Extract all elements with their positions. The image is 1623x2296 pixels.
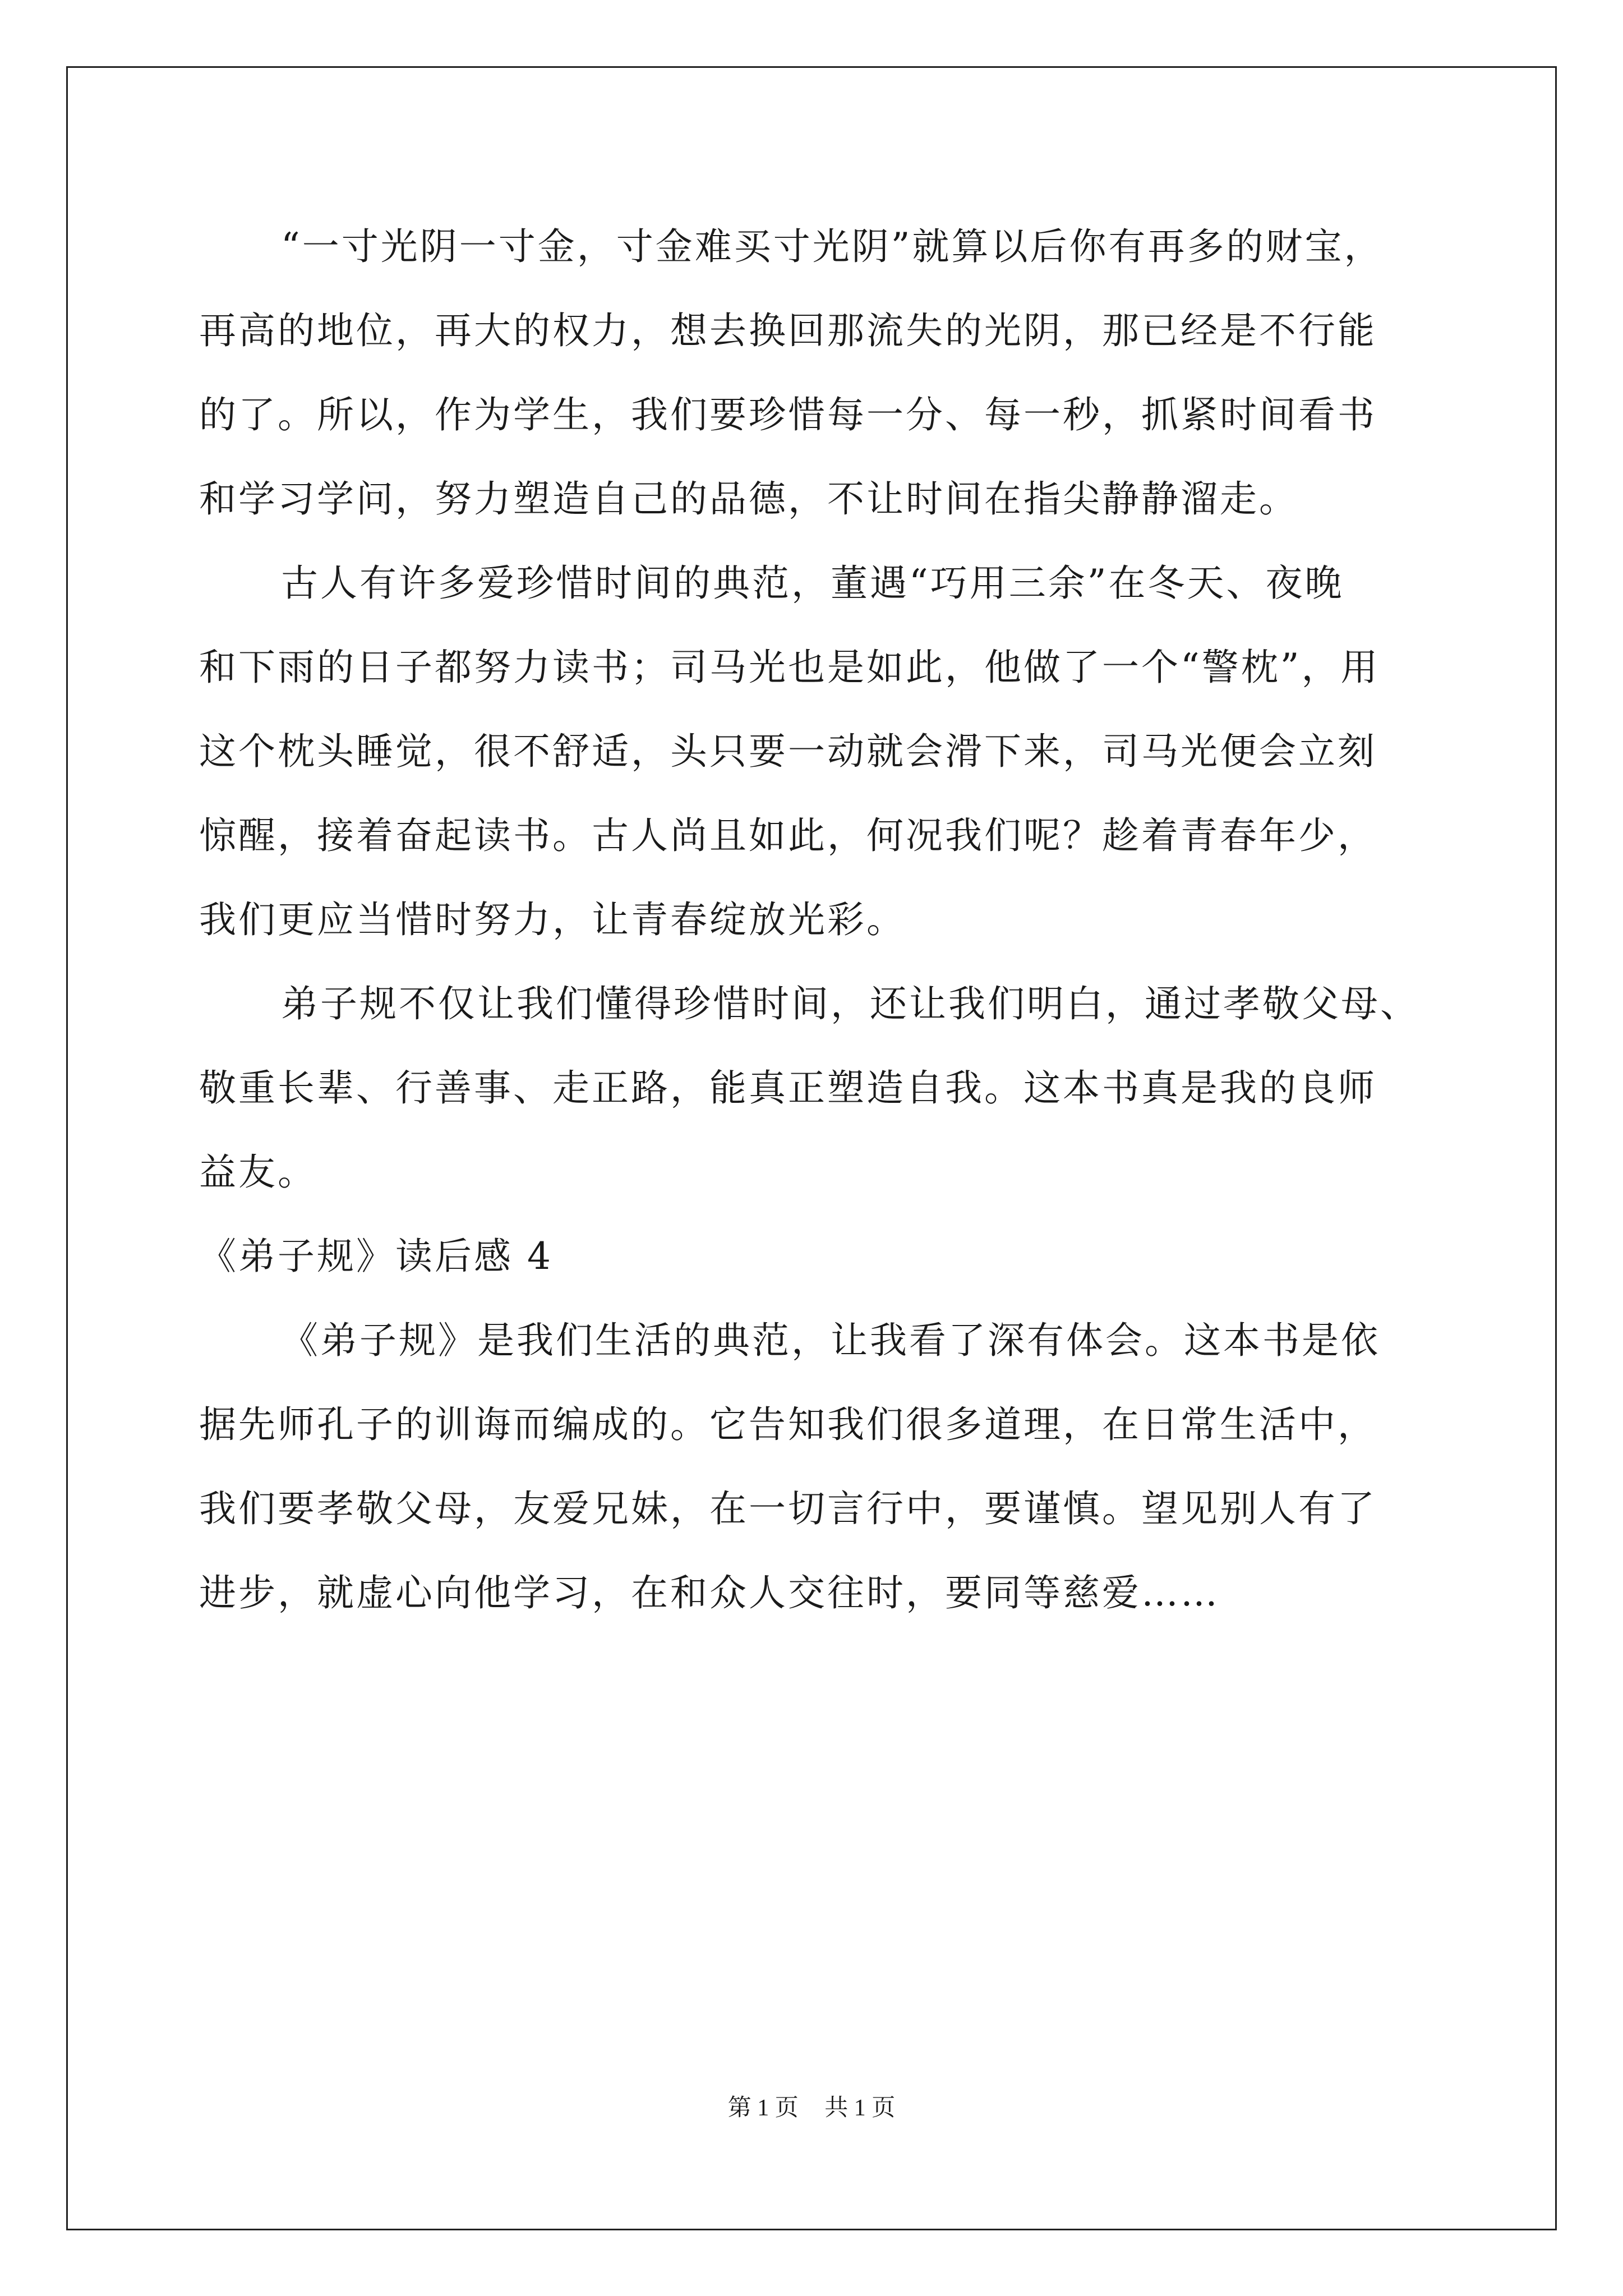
text-line: 的了。所以，作为学生，我们要珍惜每一分、每一秒，抓紧时间看书: [199, 393, 1377, 436]
text-line: 再高的地位，再大的权力，想去换回那流失的光阴，那已经是不行能: [199, 309, 1377, 352]
page-number: 第 1 页: [727, 2095, 799, 2121]
text-line: 进步，就虚心向他学习，在和众人交往时，要同等慈爱……: [199, 1571, 1220, 1614]
text-line: 我们要孝敬父母，友爱兄妹，在一切言行中，要谨慎。望见别人有了: [199, 1487, 1377, 1530]
text-line: 据先师孔子的训诲而编成的。它告知我们很多道理，在日常生活中，: [199, 1403, 1377, 1446]
document-body: [199, 205, 1467, 1635]
text-line: 敬重长辈、行善事、走正路，能真正塑造自我。这本书真是我的良师: [199, 1066, 1377, 1110]
text-line: 和下雨的日子都努力读书；司马光也是如此，他做了一个“警枕”，用: [199, 646, 1380, 689]
text-line: “一寸光阴一寸金，寸金难买寸光阴”就算以后你有再多的财宝，: [281, 225, 1384, 268]
text-line: 古人有许多爱珍惜时间的典范，董遇“巧用三余”在冬天、夜晚: [281, 562, 1344, 605]
text-line: 这个枕头睡觉，很不舒适，头只要一动就会滑下来，司马光便会立刻: [199, 730, 1377, 773]
text-line: 益友。: [199, 1151, 317, 1194]
text-line: 弟子规不仅让我们懂得珍惜时间，还让我们明白，通过孝敬父母、: [281, 982, 1419, 1025]
paragraph-1: [199, 205, 1467, 541]
text-line: 我们更应当惜时努力，让青春绽放光彩。: [199, 898, 906, 941]
paragraph-2: [199, 541, 1467, 962]
text-line: 惊醒，接着奋起读书。古人尚且如此，何况我们呢？趁着青春年少，: [199, 814, 1377, 857]
section-heading: 《弟子规》读后感 4: [199, 1235, 553, 1278]
paragraph-4: [199, 1299, 1467, 1635]
text-line: 《弟子规》是我们生活的典范，让我看了深有体会。这本书是依: [281, 1319, 1380, 1362]
paragraph-3: [199, 962, 1467, 1214]
page-total: 共 1 页: [824, 2095, 896, 2121]
text-line: 和学习学问，努力塑造自己的品德，不让时间在指尖静静溜走。: [199, 477, 1298, 521]
page-footer: [0, 2089, 1623, 2123]
